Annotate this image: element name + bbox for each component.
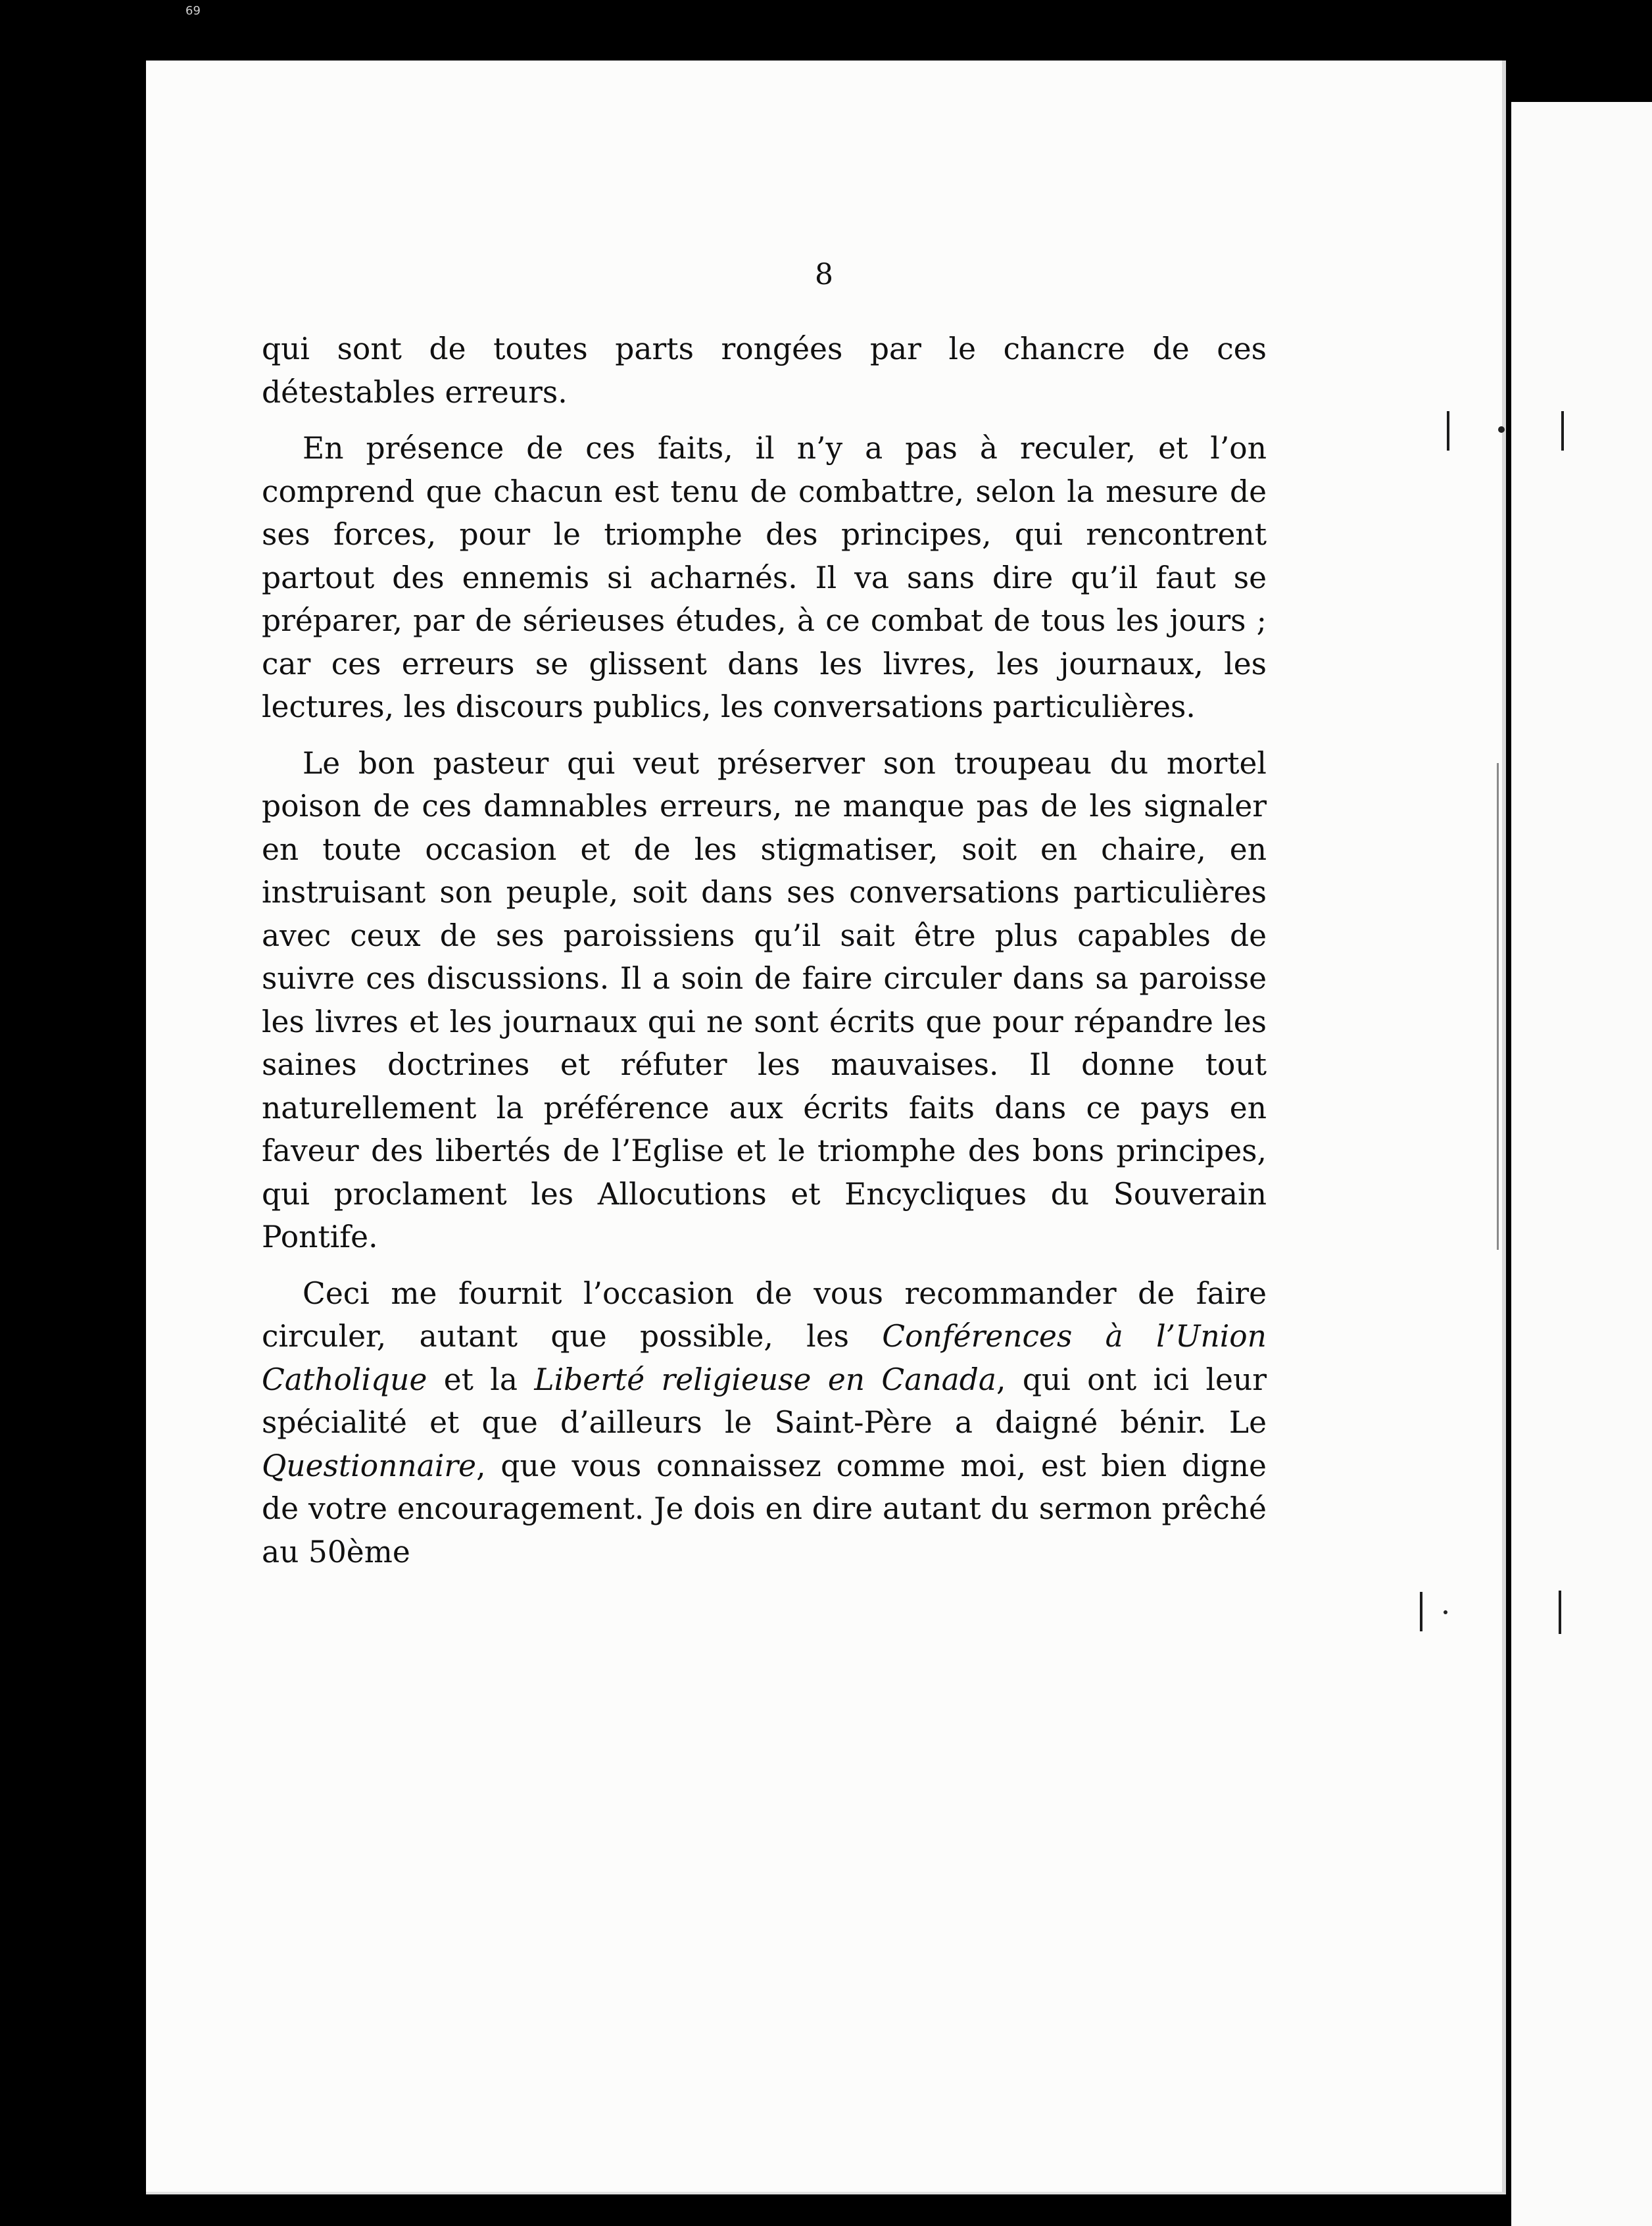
page-fold-line — [1497, 763, 1499, 1250]
paragraph-4-text: , que vous connaissez comme moi, est bien digne de votre encouragement. Je dois en dire autant du sermon prêché au 50ème — [262, 1448, 1267, 1570]
page-number: 8 — [815, 258, 833, 291]
binding-mark — [1420, 1592, 1422, 1631]
title-liberte-religieuse: Liberté religieuse en Canada — [534, 1362, 997, 1397]
body-text — [262, 328, 1267, 1587]
paragraph-4-text: et la — [427, 1362, 535, 1397]
binding-mark — [1559, 1591, 1561, 1634]
adjacent-page-edge — [1511, 102, 1652, 2226]
binding-dot — [1444, 1610, 1447, 1614]
paragraph-3: Le bon pasteur qui veut préserver son troupeau du mortel poison de ces damnables erreurs, ne manque pas de les signaler en toute occasion et de les stigmatiser, soit en chaire, en instruisant son peuple, soit dans ses conversations particulières avec ceux de ses paroissiens qu’il sait être plus capables de suivre ces discussions. Il a soin de faire circuler dans sa paroisse les livres et les journaux qui ne sont écrits que pour répandre les saines doctrines et réfuter les mauvaises. Il donne tout naturellement la préférence aux écrits faits dans ce pays en faveur des libertés de l’Eglise et le triomphe des bons principes, qui proclament les Allocutions et Encycliques du Souverain Pontife. — [262, 745, 1267, 1254]
binding-mark — [1447, 411, 1449, 451]
paragraph-4-text: , qui ont ici leur spécialité et que d’ailleurs le Saint-Père a daigné bénir. Le — [262, 1362, 1267, 1440]
paragraph-4 — [262, 1272, 1267, 1574]
title-conferences: Conférences à l’Union Catholique — [262, 1319, 1267, 1397]
binding-mark — [1561, 411, 1564, 451]
paragraph-4-text: Ceci me fournit l’occasion de vous recommander de faire circuler, autant que possible, les — [262, 1275, 1267, 1354]
scan-corner-mark: 69 — [185, 4, 201, 18]
paragraph-2: En présence de ces faits, il n’y a pas à reculer, et l’on comprend que chacun est tenu de combattre, selon la mesure de ses forces, pour le triomphe des principes, qui rencontrent partout des ennemis si acharnés. Il va sans dire qu’il faut se préparer, par de sérieuses études, à ce combat de tous les jours ; car ces erreurs se glissent dans les livres, les journaux, les lectures, les discours publics, les conversations particulières. — [262, 431, 1267, 724]
binding-dot — [1498, 426, 1505, 433]
title-questionnaire: Questionnaire — [262, 1448, 477, 1483]
paragraph-1: qui sont de toutes parts rongées par le chancre de ces détestables erreurs. — [262, 332, 1267, 410]
